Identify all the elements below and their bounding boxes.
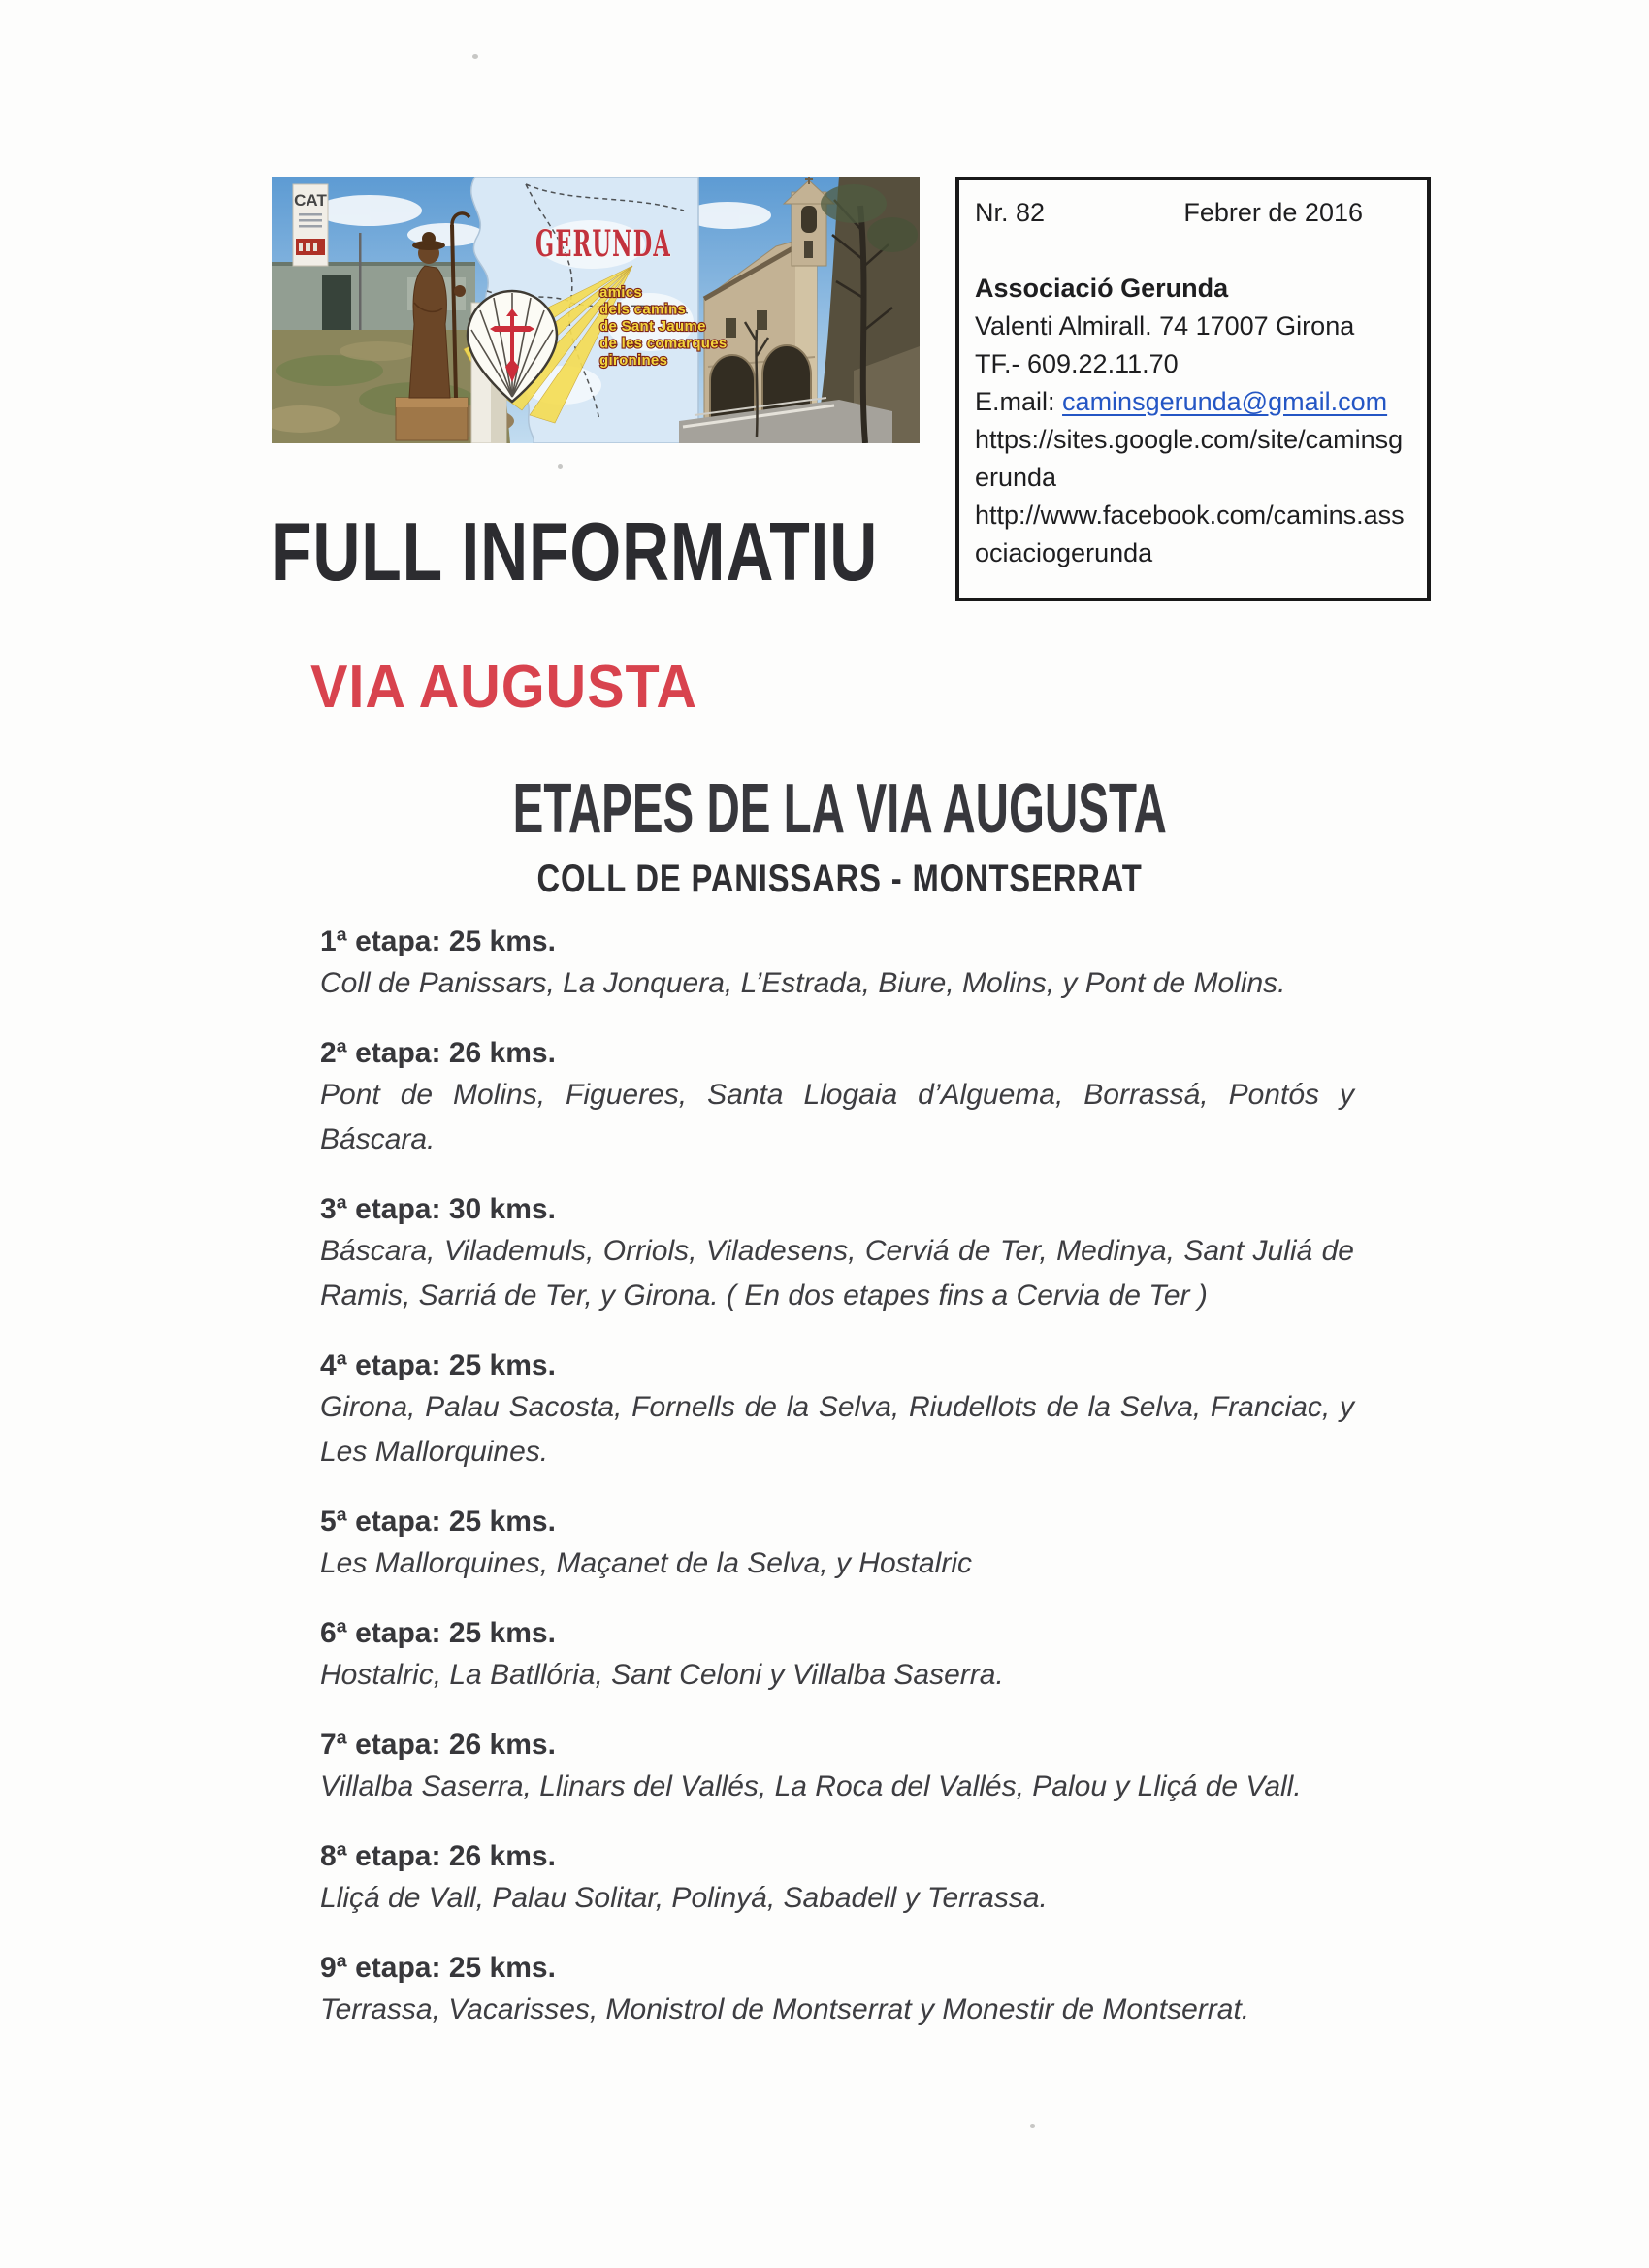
- stage-description: Lliçá de Vall, Palau Solitar, Polinyá, Sabadell y Terrassa.: [320, 1882, 1048, 1914]
- stage-label: 5ª etapa: 25 kms.: [320, 1506, 556, 1538]
- email-label: E.mail:: [975, 387, 1055, 416]
- bell-opening: [801, 206, 817, 233]
- stage-list: [320, 923, 1354, 2060]
- stage-description: Hostalric, La Batllória, Sant Celoni y Villalba Saserra.: [320, 1659, 1004, 1691]
- stage-label: 8ª etapa: 26 kms.: [320, 1840, 556, 1872]
- route-title: COLL DE PANISSARS - MONTSERRAT: [536, 858, 1144, 900]
- stage-item-8: [320, 1837, 1354, 1921]
- email-link[interactable]: caminsgerunda@gmail.com: [1062, 387, 1388, 416]
- chapel-window: [726, 318, 736, 338]
- stage-label: 4ª etapa: 25 kms.: [320, 1349, 556, 1381]
- org-address: Valenti Almirall. 74 17007 Girona: [975, 311, 1355, 340]
- org-phone: TF.- 609.22.11.70: [975, 349, 1179, 378]
- stage-item-1: [320, 923, 1354, 1006]
- chapel-window: [757, 310, 767, 330]
- email-row: [975, 383, 1413, 421]
- flag-pole: [359, 233, 362, 330]
- stage-label: 1ª etapa: 25 kms.: [320, 925, 556, 957]
- stage-label: 2ª etapa: 26 kms.: [320, 1037, 556, 1069]
- stage-description: Les Mallorquines, Maçanet de la Selva, y Hostalric: [320, 1547, 972, 1579]
- section-title: VIA AUGUSTA: [310, 654, 697, 721]
- masthead-left-column: [272, 177, 920, 599]
- website-url: https://sites.google.com/site/caminsgerunda: [975, 425, 1404, 492]
- tree-canopy: [867, 217, 918, 252]
- stage-item-4: [320, 1346, 1354, 1474]
- building-door: [322, 275, 351, 330]
- facebook-url: http://www.facebook.com/camins.associaciogerunda: [975, 501, 1405, 567]
- tagline-line-1: amics: [599, 284, 643, 301]
- tagline-line-3: de Sant Jaume: [599, 318, 706, 335]
- stage-description: Báscara, Vilademuls, Orriols, Viladesens, Cerviá de Ter, Medinya, Sant Juliá de Ramis, Sarriá de Ter, y Girona. ( En dos etapes fins a Cervia de Ter ): [320, 1235, 1354, 1312]
- staff-gourd: [454, 285, 466, 297]
- tagline-line-4: de les comarques: [599, 335, 728, 352]
- stage-item-2: [320, 1034, 1354, 1162]
- stage-item-5: [320, 1503, 1354, 1586]
- scan-speck: [1030, 2124, 1035, 2128]
- stage-item-7: [320, 1726, 1354, 1809]
- cat-sign-tower: [293, 184, 328, 266]
- stage-label: 7ª etapa: 26 kms.: [320, 1729, 556, 1761]
- page-title: FULL INFORMATIU: [272, 506, 879, 599]
- stage-item-9: [320, 1949, 1354, 2032]
- cat-sign-text: CAT: [294, 191, 327, 210]
- scan-speck: [472, 54, 478, 59]
- logo-banner-image: [272, 177, 920, 443]
- stage-description: Pont de Molins, Figueres, Santa Llogaia d’Alguema, Borrassá, Pontós y Báscara.: [320, 1079, 1354, 1155]
- subsection-title: ETAPES DE LA VIA AUGUSTA: [512, 770, 1168, 848]
- stage-label: 3ª etapa: 30 kms.: [320, 1193, 556, 1225]
- org-name: Associació Gerunda: [975, 274, 1229, 303]
- masthead-info-box: [955, 177, 1431, 601]
- stage-label: 6ª etapa: 25 kms.: [320, 1617, 556, 1649]
- stage-item-6: [320, 1614, 1354, 1698]
- stage-description: Terrassa, Vacarisses, Monistrol de Montserrat y Monestir de Montserrat.: [320, 1993, 1250, 2025]
- tagline-line-5: gironines: [599, 352, 668, 369]
- issue-date: Febrer de 2016: [1183, 198, 1363, 227]
- stage-description: Girona, Palau Sacosta, Fornells de la Selva, Riudellots de la Selva, Franciac, y Les Mallorquines.: [320, 1391, 1354, 1468]
- stage-description: Coll de Panissars, La Jonquera, L’Estrada, Biure, Molins, y Pont de Molins.: [320, 967, 1286, 999]
- masthead: [272, 177, 1431, 601]
- issue-number: Nr. 82: [975, 198, 1046, 227]
- stage-description: Villalba Saserra, Llinars del Vallés, La Roca del Vallés, Palou y Lliçá de Vall.: [320, 1770, 1302, 1802]
- tagline-line-2: dels camins: [599, 301, 687, 318]
- gerunda-logo-title: GERUNDA: [535, 222, 671, 265]
- logo-banner-art: [272, 177, 920, 443]
- stage-item-3: [320, 1190, 1354, 1318]
- issue-row: [975, 194, 1413, 232]
- tree-canopy: [821, 184, 887, 223]
- scan-speck: [558, 464, 563, 469]
- stage-label: 9ª etapa: 25 kms.: [320, 1952, 556, 1984]
